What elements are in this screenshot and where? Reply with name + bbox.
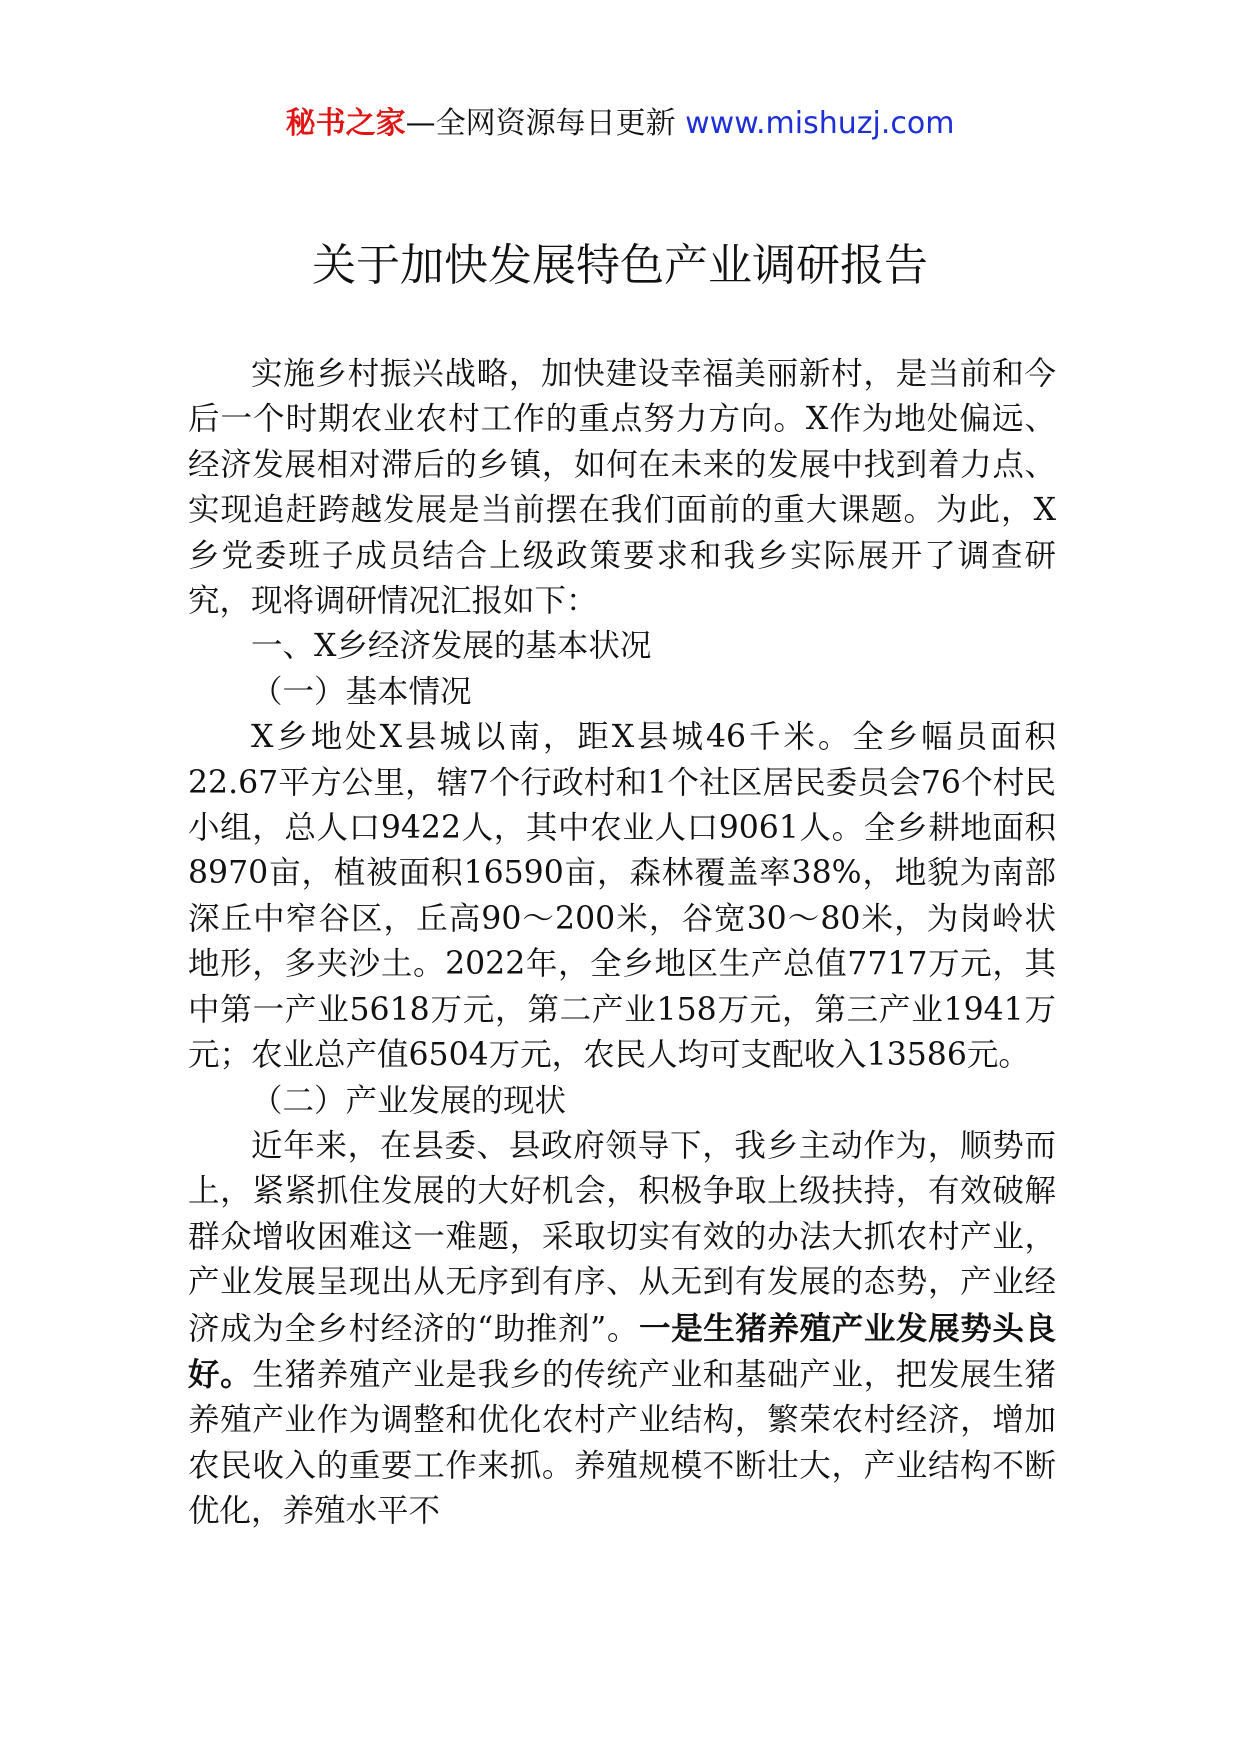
intro-paragraph: 实施乡村振兴战略，加快建设幸福美丽新村，是当前和今后一个时期农业农村工作的重点努力方向。X作为地处偏远、经济发展相对滞后的乡镇，如何在未来的发展中找到着力点、实现追赶跨越发展是当前摆在我们面前的重大课题。为此，X乡党委班子成员结合上级政策要求和我乡实际展开了调查研究，现将调研情况汇报如下： xyxy=(188,356,1056,620)
brand-name: 秘书之家 xyxy=(285,106,406,141)
subsection-heading-2: （二）产业发展的现状 xyxy=(251,1082,567,1119)
basic-info-paragraph: X乡地处X县城以南，距X县城46千米。全乡幅员面积22.67平方公里，辖7个行政村和1个社区居民委员会76个村民小组，总人口9422人，其中农业人口9061人。全乡耕地面积8970亩，植被面积16590亩，森林覆盖率38%，地貌为南部深丘中窄谷区，丘高90～200米，谷宽30～80米，为岗岭状地形，多夹沙土。2022年，全乡地区生产总值7717万元，其中第一产业5618万元，第二产业158万元，第三产业1941万元；农业总产值6504万元，农民人均可支配收入13586元。 xyxy=(188,719,1056,1074)
industry-status-text-a: 近年来，在县委、县政府领导下，我乡主动作为，顺势而上，紧紧抓住发展的大好机会，积极争取上级扶持，有效破解群众增收困难这一难题，采取切实有效的办法大抓农村产业，产业发展呈现出从无序到有序、从无到有发展的态势，产业经济成为全乡村经济的“助推剂”。 xyxy=(188,1127,1056,1347)
site-url-link[interactable]: www.mishuzj.com xyxy=(685,106,955,141)
document-title: 关于加快发展特色产业调研报告 xyxy=(312,240,928,291)
site-header xyxy=(0,100,1240,148)
subsection-heading-1: （一）基本情况 xyxy=(251,673,472,710)
point-one-bold: 一是生猪养殖产业发展势头良好。 xyxy=(188,1309,1056,1393)
section-heading-1: 一、X乡经济发展的基本状况 xyxy=(251,628,652,665)
industry-status-paragraph xyxy=(188,1124,1056,1535)
document-body xyxy=(188,352,1056,1535)
header-tagline: —全网资源每日更新 xyxy=(405,106,676,141)
industry-status-text-b: 生猪养殖产业是我乡的传统产业和基础产业，把发展生猪养殖产业作为调整和优化农村产业结构，繁荣农村经济，增加农民收入的重要工作来抓。养殖规模不断壮大，产业结构不断优化，养殖水平不 xyxy=(188,1356,1056,1530)
